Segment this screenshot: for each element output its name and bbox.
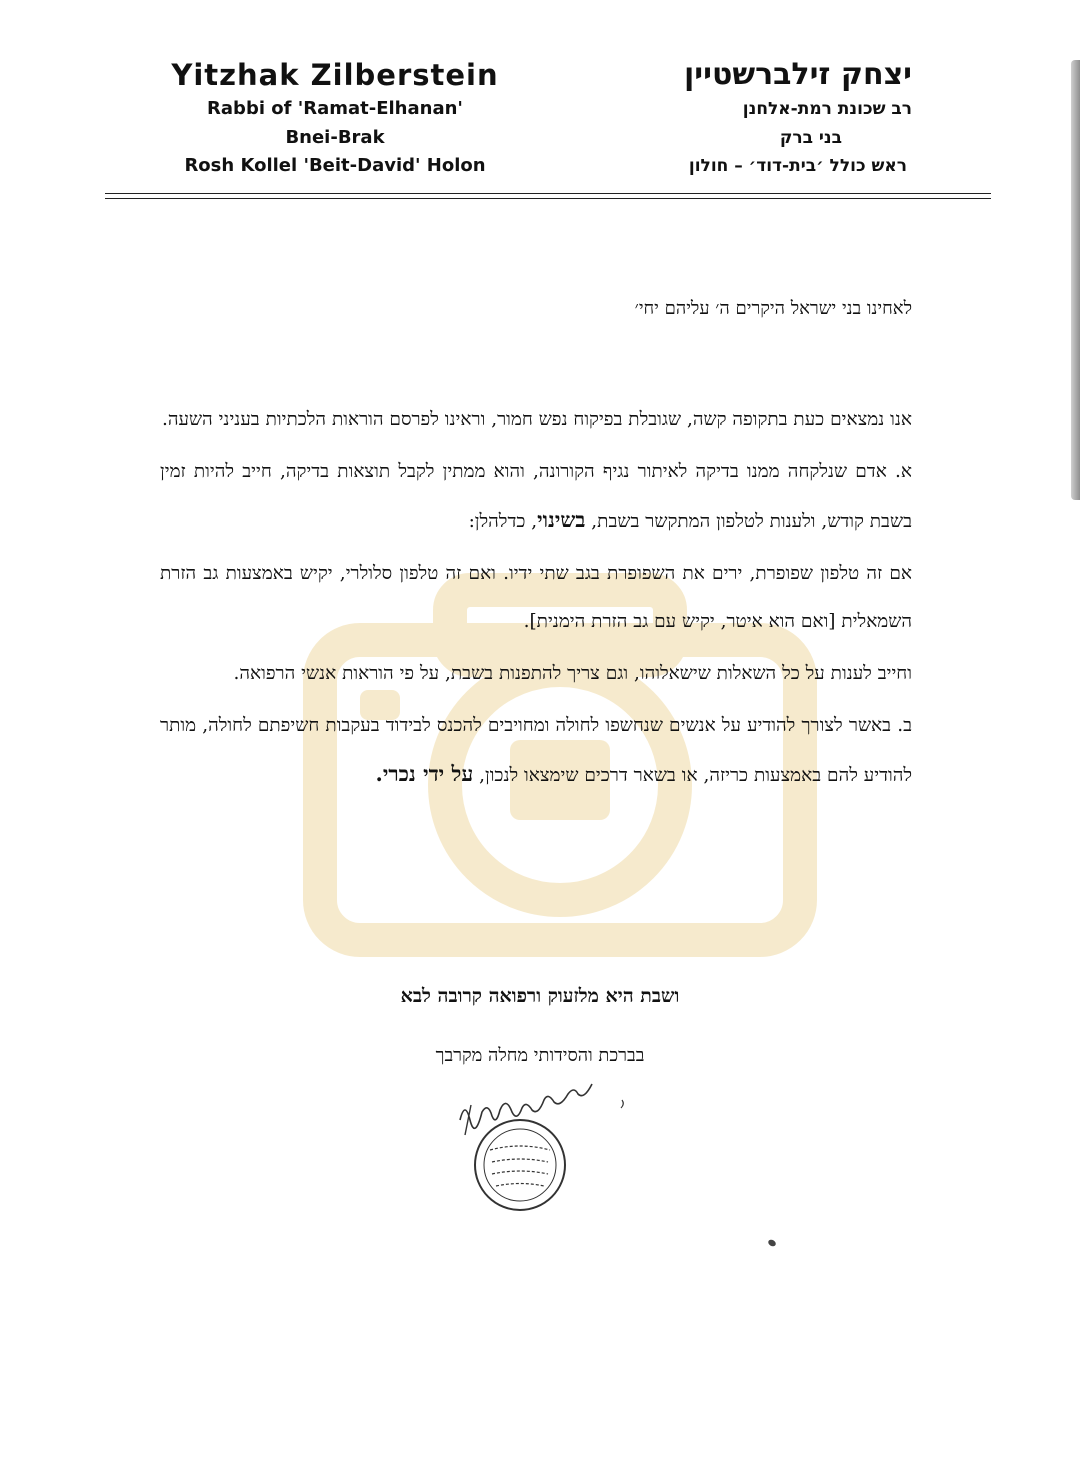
hebrew-title-line-2: בני ברק <box>779 127 842 148</box>
obligation-paragraph: וחייב לענות על כל השאלות שישאלוהו, וגם צריך להתפנות בשבת, על פי הוראות אנשי הרפואה. <box>233 663 912 684</box>
section-a-paragraph <box>160 448 912 546</box>
rabbi-name-english: Yitzhak Zilberstein <box>171 58 499 92</box>
intro-paragraph: אנו נמצאים כעת בתקופה קשה, שגובלת בפיקוח נפש חמור, וראינו לפרסם הוראות הלכתיות בעניני השעה. <box>161 409 912 430</box>
scan-edge <box>1071 60 1080 500</box>
hebrew-title-line-1: רב שכונת רמת-אלחנן <box>742 99 912 119</box>
section-a-text: א. אדם שנלקחה ממנו בדיקה לאיתור נגיף הקורונה, והוא ממתין לקבל תוצאות בדיקה, חייב להיות זמין בשבת קודש, ולענות לטלפון המתקשר בשבת, <box>160 461 912 532</box>
signature-and-seal <box>440 1080 640 1240</box>
section-b-text: ב. באשר לצורך להודיע על אנשים שנחשפו לחולה ומחויבים להכנס לבידוד בעקבות חשיפתם לחולה, מותר להודיע להם באמצעות כריזה, או בשאר דרכים שימצאו לנכון, <box>160 715 912 786</box>
blessing-line: בברכת והסידותי מחלה מקרבך <box>435 1045 645 1066</box>
letter-body <box>160 396 912 800</box>
header-divider <box>105 190 991 199</box>
rabbi-name-hebrew: יצחק זילברשטיין <box>683 57 912 92</box>
phone-instructions-paragraph: אם זה טלפון שפופרת, ירים את השפופרת בגב שתי ידיו. ואם זה טלפון סלולרי, יקיש באמצעות גב הזרת השמאלית [ואם הוא איטר, יקיש עם גב הזרת הימנית]. <box>160 563 912 632</box>
closing-line: ושבת היא מלזעוק ורפואה קרובה לבא <box>400 985 680 1007</box>
english-letterhead <box>150 55 520 181</box>
title-line-1: Rabbi of 'Ramat-Elhanan' <box>207 98 463 119</box>
section-a-emphasis: בשינוי <box>537 507 586 532</box>
title-line-2: Bnei-Brak <box>285 126 385 148</box>
hebrew-letterhead <box>684 55 912 181</box>
hebrew-title-line-3: ראש כולל ׳בית-דוד׳ – חולון <box>688 156 907 176</box>
title-line-3: Rosh Kollel 'Beit-David' Holon <box>184 155 486 176</box>
scan-speck <box>767 1238 777 1247</box>
section-b-paragraph <box>160 702 912 800</box>
section-b-emphasis: על ידי נכרי. <box>375 761 474 786</box>
section-a-end: , כדלהלן: <box>468 511 538 532</box>
greeting: לאחינו בני ישראל היקרים ה׳ עליהם יחי׳ <box>634 298 912 319</box>
signature-block <box>440 1080 640 1240</box>
